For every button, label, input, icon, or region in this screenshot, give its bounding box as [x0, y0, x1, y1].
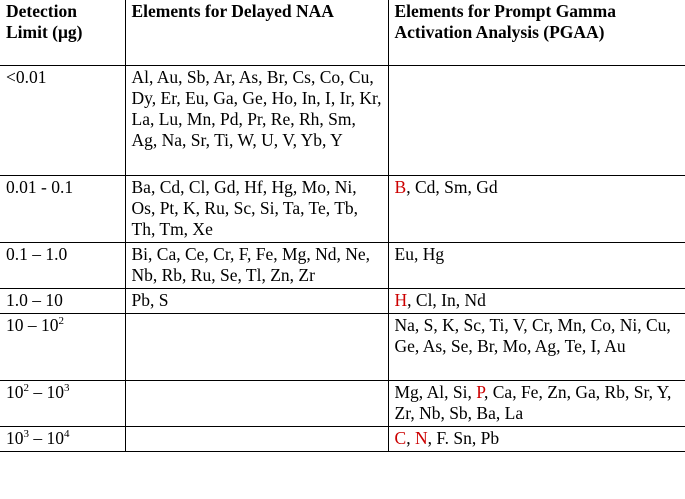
table-header-row [0, 0, 685, 65]
table-row [0, 313, 685, 380]
limit-cell: 0.1 – 1.0 [0, 242, 125, 288]
table-row [0, 288, 685, 313]
element-separator: , [406, 427, 415, 448]
header-pgaa: Elements for Prompt Gamma Activation Analysis (PGAA) [388, 0, 685, 65]
table-row [0, 65, 685, 175]
table-row [0, 175, 685, 242]
highlighted-element: N [414, 427, 428, 448]
pgaa-cell [388, 175, 685, 242]
delayed-naa-cell: Bi, Ca, Ce, Cr, F, Fe, Mg, Nd, Ne, Nb, Rb, Ru, Se, Tl, Zn, Zr [125, 242, 388, 288]
table-row [0, 426, 685, 451]
element-list: , F. Sn, Pb [427, 427, 500, 448]
limit-separator: – 10 [29, 381, 64, 402]
limit-exponent: 3 [64, 381, 70, 394]
table-row [0, 380, 685, 426]
pgaa-cell: Eu, Hg [388, 242, 685, 288]
highlighted-element: C [394, 427, 407, 448]
limit-cell: <0.01 [0, 65, 125, 175]
limit-exponent: 3 [23, 427, 29, 440]
delayed-naa-cell: Ba, Cd, Cl, Gd, Hf, Hg, Mo, Ni, Os, Pt, K, Ru, Sc, Si, Ta, Te, Tb, Th, Tm, Xe [125, 175, 388, 242]
element-list: , Cd, Sm, Gd [406, 176, 498, 197]
element-list: Mg, Al, Si, [394, 381, 477, 402]
highlighted-element: B [394, 176, 407, 197]
limit-cell [0, 380, 125, 426]
delayed-naa-cell [125, 380, 388, 426]
limit-cell [0, 313, 125, 380]
limit-cell [0, 426, 125, 451]
limit-exponent: 2 [58, 314, 64, 327]
table-row [0, 242, 685, 288]
header-detection-limit: Detection Limit (μg) [0, 0, 125, 65]
pgaa-cell: Na, S, K, Sc, Ti, V, Cr, Mn, Co, Ni, Cu, Ge, As, Se, Br, Mo, Ag, Te, I, Au [388, 313, 685, 380]
pgaa-cell [388, 426, 685, 451]
limit-exponent: 2 [23, 381, 29, 394]
pgaa-cell [388, 380, 685, 426]
delayed-naa-cell: Pb, S [125, 288, 388, 313]
element-list: , Ca, Fe, Zn, Ga, Rb, Sr, Y, Zr, Nb, Sb, Ba, La [394, 381, 672, 423]
delayed-naa-cell [125, 313, 388, 380]
limit-cell: 1.0 – 10 [0, 288, 125, 313]
limit-cell: 0.01 - 0.1 [0, 175, 125, 242]
delayed-naa-cell [125, 426, 388, 451]
pgaa-cell [388, 65, 685, 175]
limit-base: 10 [6, 381, 24, 402]
highlighted-element: H [394, 289, 408, 310]
limit-separator: – 10 [29, 427, 64, 448]
element-list: , Cl, In, Nd [407, 289, 486, 310]
delayed-naa-cell: Al, Au, Sb, Ar, As, Br, Cs, Co, Cu, Dy, Er, Eu, Ga, Ge, Ho, In, I, Ir, Kr, La, Lu, Mn, Pd, Pr, Re, Rh, Sm, Ag, Na, Sr, Ti, W, U, V, Yb, Y [125, 65, 388, 175]
limit-base: 10 – 10 [6, 314, 59, 335]
highlighted-element: P [476, 381, 484, 402]
pgaa-cell [388, 288, 685, 313]
header-delayed-naa: Elements for Delayed NAA [125, 0, 388, 65]
limit-exponent: 4 [64, 427, 70, 440]
limit-base: 10 [6, 427, 24, 448]
